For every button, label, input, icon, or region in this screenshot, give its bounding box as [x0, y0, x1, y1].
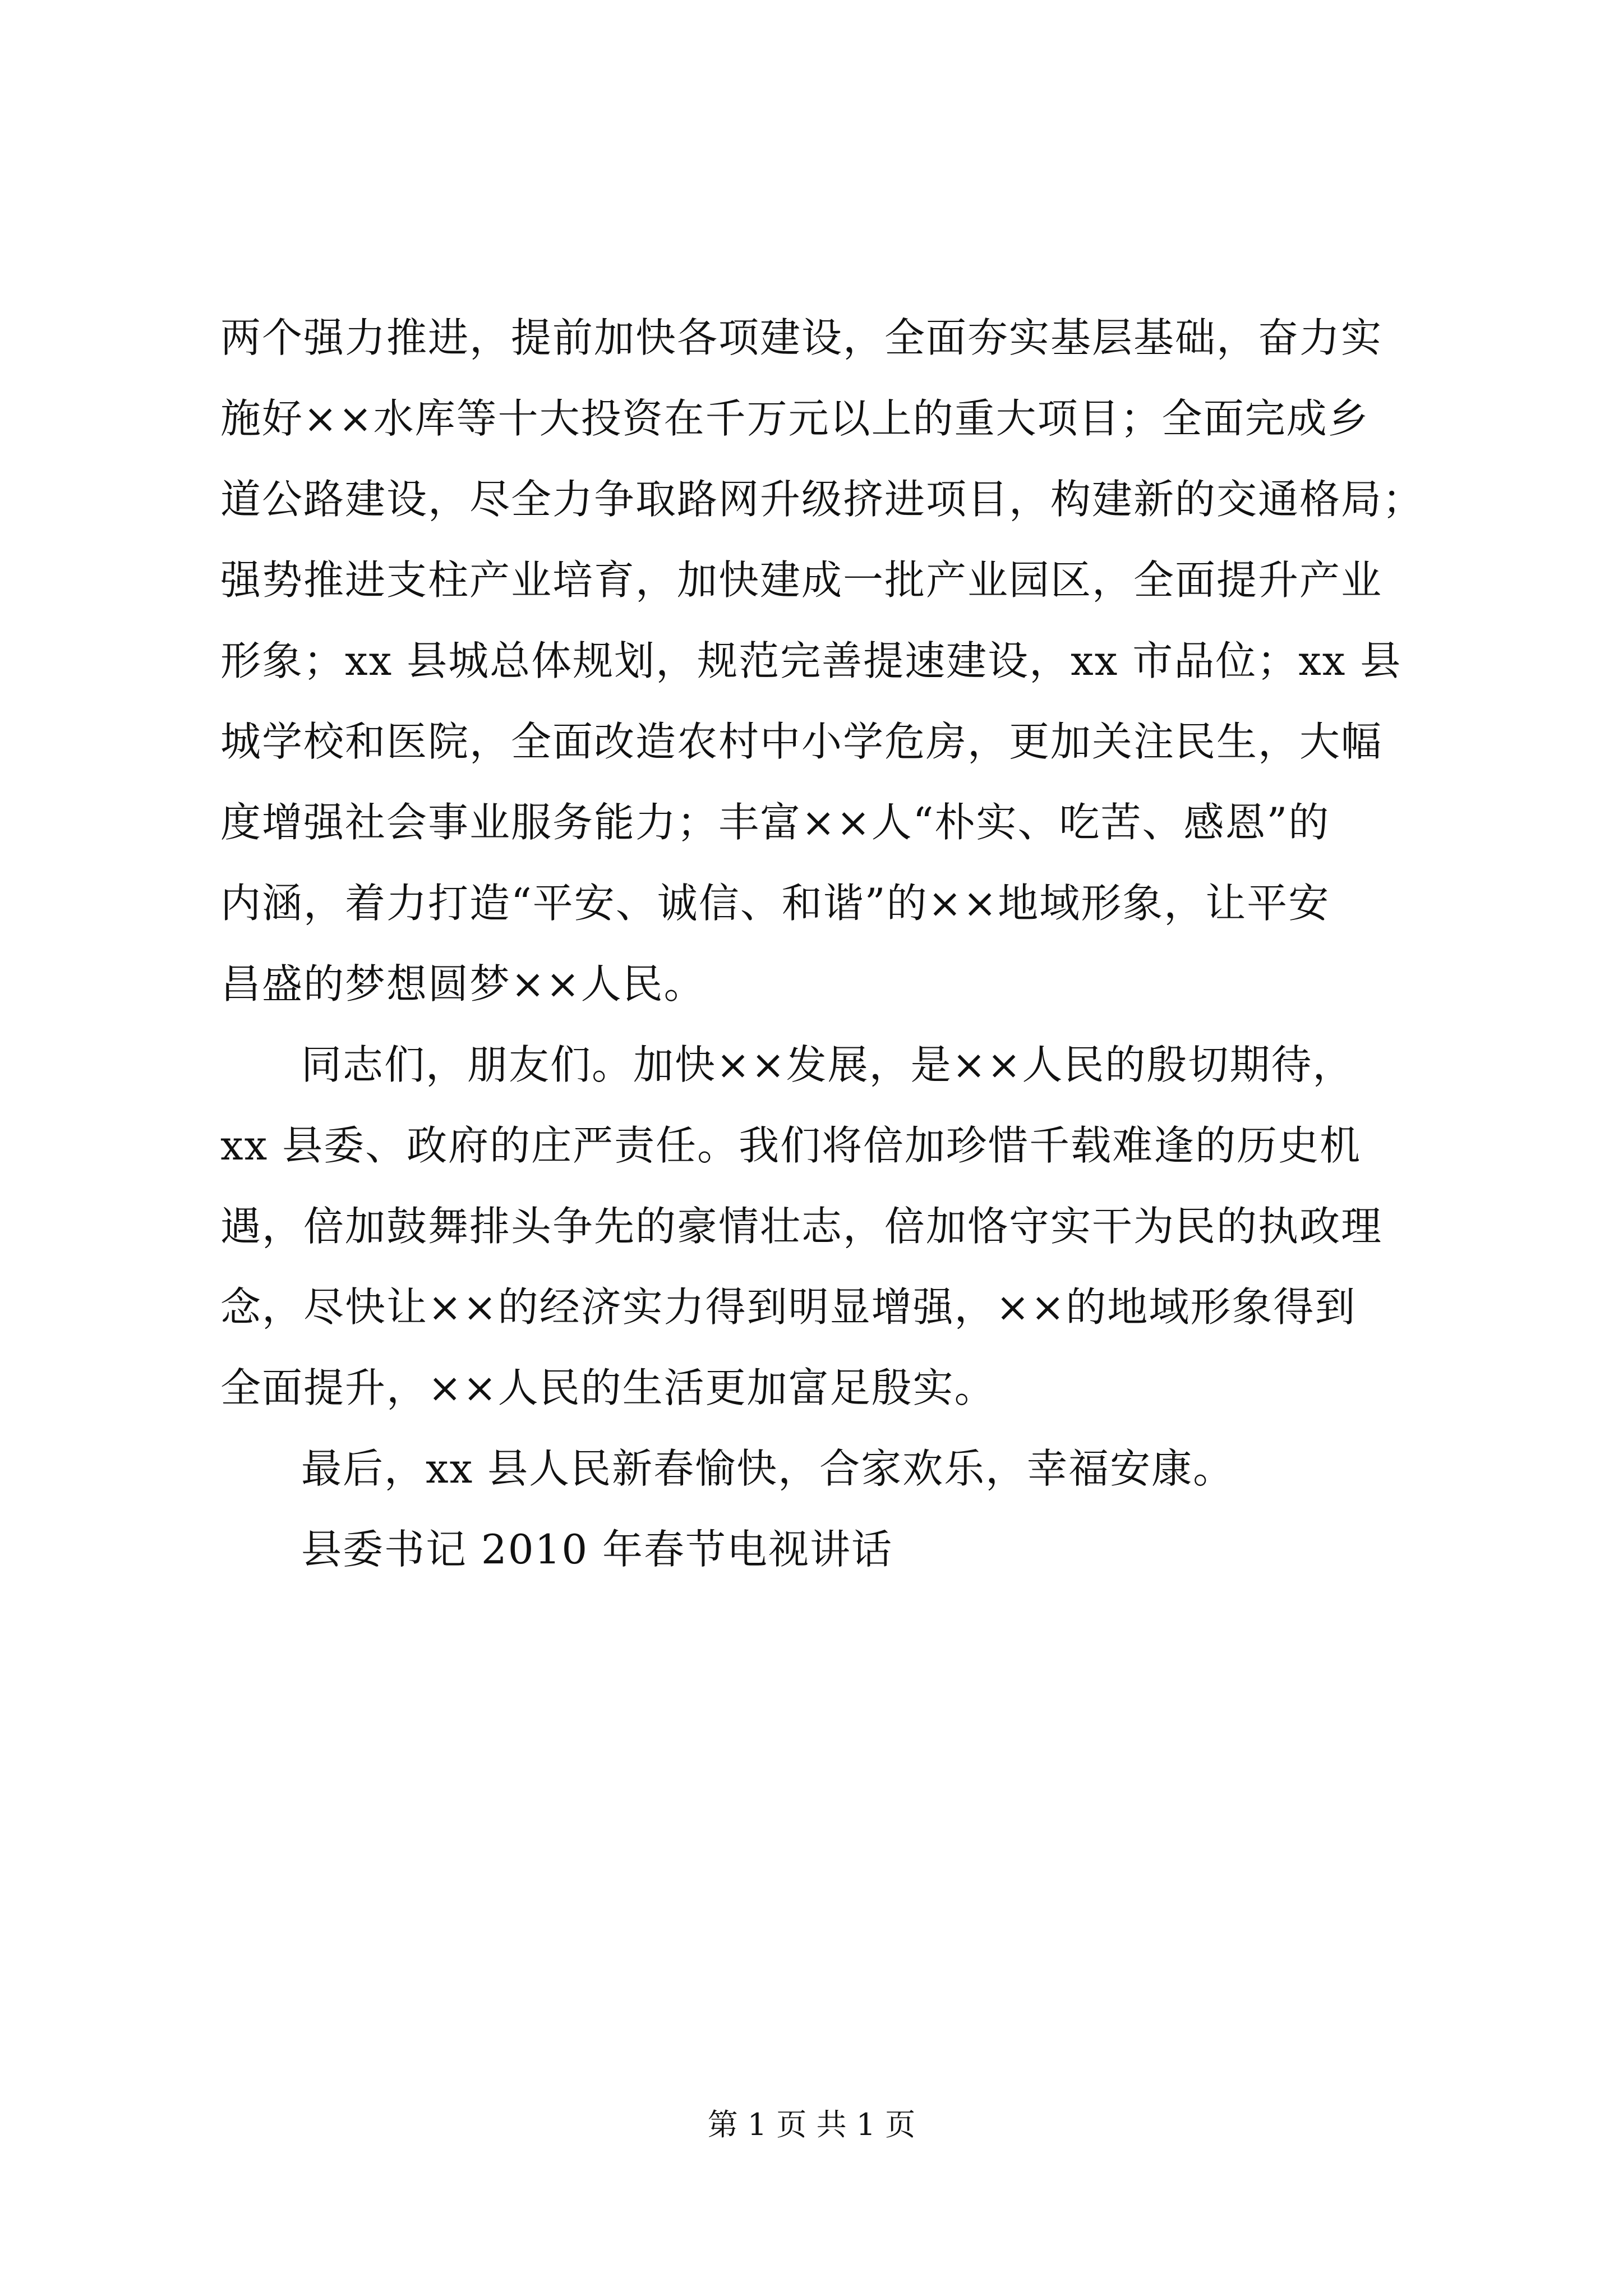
text-line: 城学校和医院，全面改造农村中小学危房，更加关注民生，大幅: [220, 718, 1383, 765]
text-line: 念，尽快让××的经济实力得到明显增强，××的地域形象得到: [220, 1283, 1357, 1331]
text-line: 昌盛的梦想圆梦××人民。: [220, 960, 706, 1007]
text-line: 遇，倍加鼓舞排头争先的豪情壮志，倍加恪守实干为民的执政理: [220, 1203, 1383, 1250]
paragraph-start-line: 最后，xx 县人民新春愉快，合家欢乐，幸福安康。: [301, 1445, 1235, 1492]
text-line: xx 县委、政府的庄严责任。我们将倍加珍惜千载难逢的历史机: [220, 1122, 1362, 1169]
paragraph-start-line: 同志们，朋友们。加快××发展，是××人民的殷切期待，: [301, 1041, 1354, 1088]
text-line: 道公路建设，尽全力争取路网升级挤进项目，构建新的交通格局；: [220, 476, 1424, 523]
text-line: 全面提升，××人民的生活更加富足殷实。: [220, 1364, 996, 1411]
text-line: 施好××水库等十大投资在千万元以上的重大项目；全面完成乡: [220, 395, 1370, 442]
document-body: [220, 297, 1432, 1590]
page-number-footer: 第 1 页 共 1 页: [707, 2107, 916, 2142]
text-line: 度增强社会事业服务能力；丰富××人“朴实、吃苦、感恩”的: [220, 799, 1330, 846]
text-line: 强势推进支柱产业培育，加快建成一批产业园区，全面提升产业: [220, 556, 1383, 604]
text-line: 两个强力推进，提前加快各项建设，全面夯实基层基础，奋力实: [220, 314, 1383, 361]
text-line: 内涵，着力打造“平安、诚信、和谐”的××地域形象，让平安: [220, 880, 1330, 927]
document-title-line: 县委书记 2010 年春节电视讲话: [301, 1526, 893, 1573]
text-line: 形象；xx 县城总体规划，规范完善提速建设，xx 市品位；xx 县: [220, 637, 1402, 684]
